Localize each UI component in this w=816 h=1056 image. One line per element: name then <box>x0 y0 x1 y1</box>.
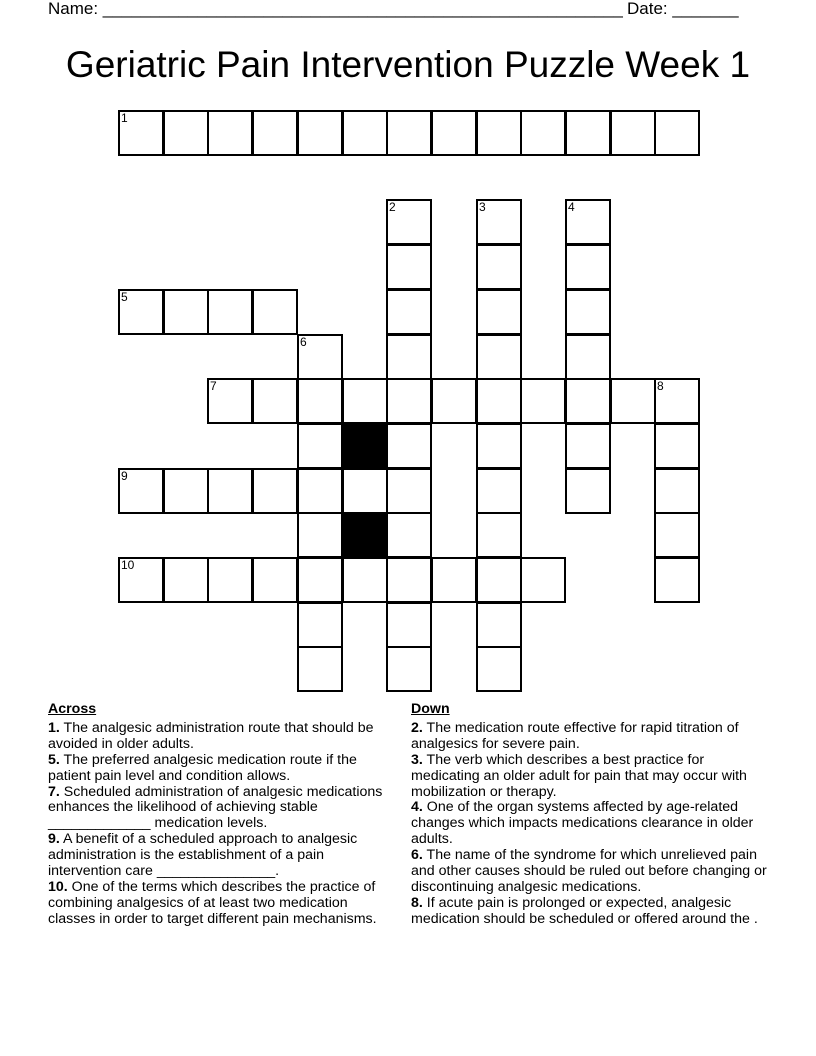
clue-number: 5 <box>121 290 128 304</box>
crossword-block <box>342 512 388 558</box>
crossword-cell[interactable] <box>163 289 209 335</box>
across-heading: Across <box>48 701 97 717</box>
crossword-cell[interactable] <box>297 557 343 603</box>
down-clue-list <box>411 721 767 928</box>
clue-number: 9 <box>121 469 128 483</box>
down-heading: Down <box>411 701 450 717</box>
crossword-cell[interactable] <box>342 110 388 156</box>
crossword-cell[interactable] <box>565 110 611 156</box>
clue-number: 5. <box>48 751 60 768</box>
crossword-cell[interactable] <box>252 468 298 514</box>
clue-number: 2 <box>389 200 396 214</box>
crossword-cell[interactable] <box>565 378 611 424</box>
crossword-cell[interactable] <box>386 423 432 469</box>
clue-number: 8 <box>657 379 664 393</box>
crossword-cell[interactable] <box>476 244 522 290</box>
clue-text: The verb which describes a best practice for medicating an older adult for pain that may occur with mobilization or therapy. <box>411 751 747 800</box>
clue-text: The analgesic administration route that should be avoided in older adults. <box>48 719 374 752</box>
down-clue <box>411 848 767 896</box>
crossword-cell[interactable] <box>476 646 522 692</box>
crossword-cell[interactable] <box>520 557 566 603</box>
crossword-cell[interactable] <box>476 378 522 424</box>
clue-text: A benefit of a scheduled approach to analgesic administration is the establishment of a pain intervention care _______________. <box>48 831 358 880</box>
crossword-cell[interactable] <box>565 289 611 335</box>
crossword-cell[interactable] <box>476 334 522 380</box>
clue-number: 1 <box>121 111 128 125</box>
clue-number: 1. <box>48 719 60 736</box>
date-field[interactable]: Date: _______ <box>627 0 739 18</box>
page-title: Geriatric Pain Intervention Puzzle Week 1 <box>65 44 751 85</box>
clue-number: 2. <box>411 719 423 736</box>
crossword-cell[interactable] <box>565 468 611 514</box>
crossword-cell[interactable] <box>610 110 656 156</box>
crossword-cell[interactable] <box>297 423 343 469</box>
crossword-cell[interactable] <box>431 378 477 424</box>
across-clue <box>48 721 398 753</box>
clue-number: 6. <box>411 847 423 864</box>
clue-number: 8. <box>411 894 423 911</box>
crossword-cell[interactable] <box>252 110 298 156</box>
across-clue <box>48 753 398 785</box>
clue-number: 3. <box>411 751 423 768</box>
crossword-cell[interactable] <box>386 646 432 692</box>
crossword-cell[interactable] <box>163 557 209 603</box>
crossword-cell[interactable] <box>342 557 388 603</box>
crossword-cell[interactable] <box>431 110 477 156</box>
crossword-cell[interactable] <box>565 199 611 245</box>
clue-text: The medication route effective for rapid titration of analgesics for severe pain. <box>411 719 739 752</box>
crossword-cell[interactable] <box>476 289 522 335</box>
down-clue <box>411 800 767 848</box>
crossword-cell[interactable] <box>386 557 432 603</box>
name-field[interactable]: Name: _______________________________________________________ <box>48 0 623 18</box>
crossword-cell[interactable] <box>297 468 343 514</box>
clue-text: One of the organ systems affected by age-related changes which impacts medications clearance in older adults. <box>411 799 754 848</box>
crossword-cell[interactable] <box>654 557 700 603</box>
crossword-cell[interactable] <box>476 423 522 469</box>
crossword-cell[interactable] <box>386 378 432 424</box>
crossword-cell[interactable] <box>207 110 253 156</box>
crossword-cell[interactable] <box>386 334 432 380</box>
across-clue-list <box>48 721 398 928</box>
clue-number: 10 <box>121 558 135 572</box>
crossword-cell[interactable] <box>654 110 700 156</box>
crossword-cell[interactable] <box>520 110 566 156</box>
crossword-cell[interactable] <box>118 110 164 156</box>
crossword-cell[interactable] <box>565 334 611 380</box>
across-clues <box>48 702 398 928</box>
crossword-cell[interactable] <box>565 244 611 290</box>
crossword-cell[interactable] <box>297 512 343 558</box>
crossword-cell[interactable] <box>654 423 700 469</box>
crossword-cell[interactable] <box>297 378 343 424</box>
down-clue <box>411 721 767 753</box>
crossword-cell[interactable] <box>476 110 522 156</box>
crossword-cell[interactable] <box>207 468 253 514</box>
across-clue <box>48 785 398 833</box>
clue-text: The preferred analgesic medication route if the patient pain level and condition allows. <box>48 751 357 784</box>
crossword-cell[interactable] <box>252 557 298 603</box>
crossword-cell[interactable] <box>297 646 343 692</box>
crossword-cell[interactable] <box>565 423 611 469</box>
clue-text: The name of the syndrome for which unrelieved pain and other causes should be ruled out before changing or discontinuing analgesic medications. <box>411 847 767 895</box>
crossword-cell[interactable] <box>252 289 298 335</box>
crossword-cell[interactable] <box>610 378 656 424</box>
crossword-cell[interactable] <box>297 334 343 380</box>
crossword-cell[interactable] <box>386 244 432 290</box>
crossword-cell[interactable] <box>252 378 298 424</box>
crossword-cell[interactable] <box>476 468 522 514</box>
down-clues <box>411 702 767 928</box>
crossword-cell[interactable] <box>207 557 253 603</box>
clue-text: One of the terms which describes the practice of combining analgesics of at least two medication classes in order to target different pain mechanisms. <box>48 878 377 927</box>
clue-number: 4. <box>411 799 423 816</box>
across-clue <box>48 832 398 880</box>
clue-text: Scheduled administration of analgesic medications enhances the likelihood of achieving stable _____________ medication levels. <box>48 783 383 832</box>
crossword-cell[interactable] <box>118 557 164 603</box>
crossword-cell[interactable] <box>476 602 522 648</box>
crossword-cell[interactable] <box>342 378 388 424</box>
clue-text: If acute pain is prolonged or expected, analgesic medication should be scheduled or offered around the . <box>411 894 758 927</box>
crossword-cell[interactable] <box>342 468 388 514</box>
clue-number: 7 <box>210 379 217 393</box>
clue-number: 9. <box>48 831 60 848</box>
crossword-cell[interactable] <box>118 289 164 335</box>
crossword-block <box>342 423 388 469</box>
clue-number: 7. <box>48 783 60 800</box>
crossword-cell[interactable] <box>476 512 522 558</box>
crossword-cell[interactable] <box>386 289 432 335</box>
crossword-cell[interactable] <box>520 378 566 424</box>
crossword-cell[interactable] <box>118 468 164 514</box>
crossword-cell[interactable] <box>386 110 432 156</box>
crossword-cell[interactable] <box>297 110 343 156</box>
crossword-cell[interactable] <box>386 468 432 514</box>
crossword-cell[interactable] <box>476 557 522 603</box>
crossword-cell[interactable] <box>431 557 477 603</box>
crossword-cell[interactable] <box>654 512 700 558</box>
crossword-cell[interactable] <box>386 602 432 648</box>
clue-number: 6 <box>300 335 307 349</box>
crossword-cell[interactable] <box>163 468 209 514</box>
clue-number: 10. <box>48 878 68 895</box>
clue-number: 4 <box>568 200 575 214</box>
down-clue <box>411 753 767 801</box>
crossword-cell[interactable] <box>207 378 253 424</box>
crossword-cell[interactable] <box>386 512 432 558</box>
crossword-cell[interactable] <box>386 199 432 245</box>
crossword-cell[interactable] <box>654 378 700 424</box>
clue-number: 3 <box>479 200 486 214</box>
crossword-cell[interactable] <box>297 602 343 648</box>
down-clue <box>411 896 767 928</box>
crossword-cell[interactable] <box>654 468 700 514</box>
crossword-cell[interactable] <box>476 199 522 245</box>
crossword-cell[interactable] <box>163 110 209 156</box>
across-clue <box>48 880 398 928</box>
crossword-cell[interactable] <box>207 289 253 335</box>
